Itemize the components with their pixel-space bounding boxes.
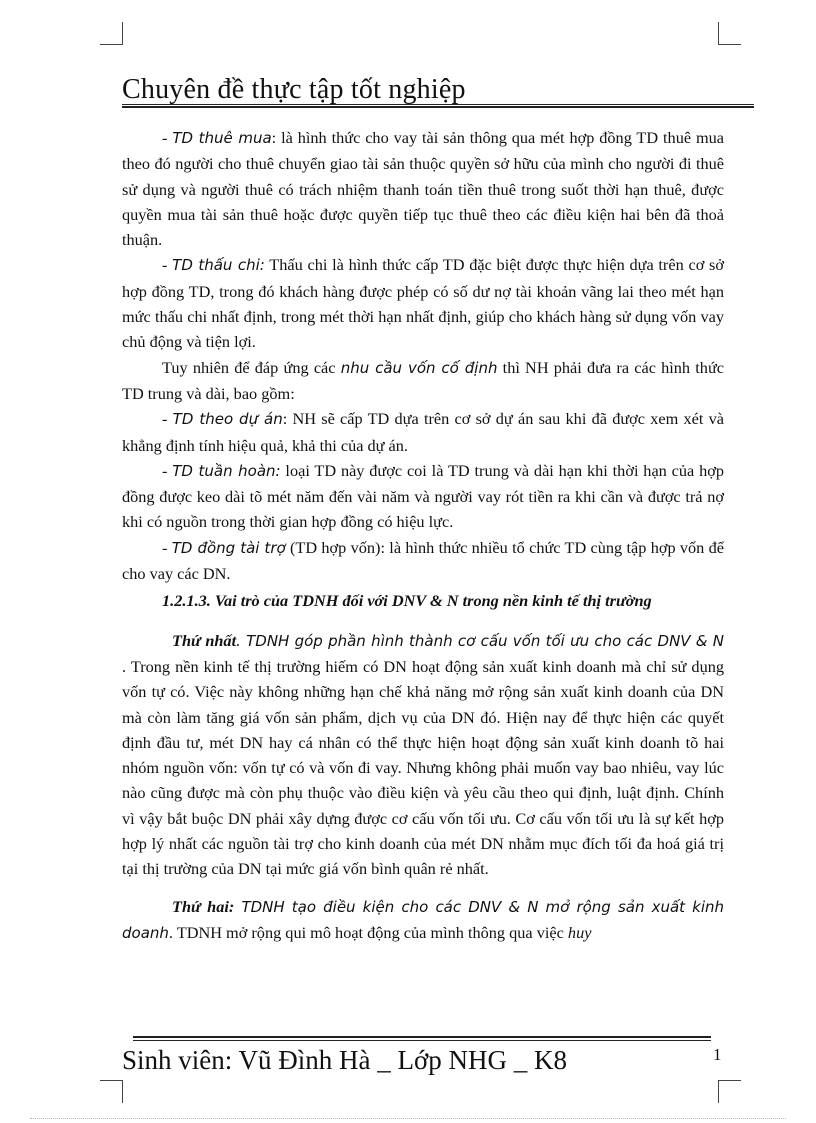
section-heading: 1.2.1.3. Vai trò của TDNH đối với DNV & N trong nền kinh tế thị trường	[162, 591, 652, 611]
crop-mark-top-left	[100, 22, 123, 45]
crop-mark-bottom-left	[100, 1080, 123, 1103]
term: TD thấu chi:	[172, 256, 265, 275]
page-bottom-dotted-line	[30, 1118, 786, 1119]
footer-student-info: Sinh viên: Vũ Đình Hà _ Lớp NHG _ K8	[122, 1045, 568, 1075]
term: TD thuê mua	[172, 129, 272, 147]
paragraph-td-tuan-hoan: - TD tuần hoàn: loại TD này được coi là TD trung và dài hạn khi thời hạn của hợp đồng được keo dài tõ mét năm đến vài năm và người vay rót tiền ra khi cần và được trả nợ khi có nguồn trong thời gian hợp đồng có hiệu lực.	[122, 460, 724, 532]
term: TD tuần hoàn:	[172, 461, 281, 480]
paragraph-td-dong-tai-tro: - TD đồng tài trợ (TD hợp vốn): là hình thức nhiều tổ chức TD cùng tập hợp vốn để cho vay các DN.	[122, 537, 724, 584]
term: TD đồng tài trợ	[171, 538, 286, 557]
header-title: Chuyên đề thực tập tốt nghiệp	[122, 74, 466, 105]
footer-rule	[133, 1036, 711, 1041]
paragraph-td-theo-du-an: - TD theo dự án: NH sẽ cấp TD dựa trên cơ sở dự án sau khi đã được xem xét và khẳng định tính hiệu quả, khả thi của dự án.	[122, 409, 724, 455]
paragraph-td-thue-mua: - TD thuê mua: là hình thức cho vay tài sản thông qua mét hợp đồng TD thuê mua theo đó người cho thuê chuyển giao tài sản thuộc quyền sở hữu của mình cho người đi thuê sử dụng và người thuê có trách nhiệm thanh toán tiền thuê trong suốt thời hạn thuê, được quyền mua tài sản thuê hoặc được quyền tiếp tục thuê theo các điều kiện hai bên đã thoả thuận.	[122, 128, 724, 250]
paragraph-td-thau-chi: - TD thấu chi: Thấu chi là hình thức cấp TD đặc biệt được thực hiện dựa trên cơ sở hợp đồng TD, trong đó khách hàng được phép có số dư nợ tài khoản vãng lai theo mét hạn mức thấu chi nhất định, trong mét thời hạn nhất định, giúp cho khách hàng sử dụng vốn vay chủ động và tiện lợi.	[122, 255, 724, 352]
crop-mark-bottom-right	[718, 1080, 741, 1103]
crop-mark-top-right	[718, 22, 741, 45]
paragraph-thu-hai: Thứ hai: TDNH tạo điều kiện cho các DNV & N mở rộng sản xuất kinh doanh. TDNH mở rộng qui mô hoạt động của mình thông qua việc huy	[122, 896, 725, 942]
term: . TDNH góp phần hình thành cơ cấu vốn tối ưu cho các DNV & N	[236, 631, 724, 650]
paragraph-intro-medium-long: Tuy nhiên để đáp ứng các nhu cầu vốn cố định thì NH phải đưa ra các hình thức TD trung và dài, bao gồm:	[122, 357, 724, 403]
paragraph-thu-nhat: Thứ nhất. TDNH góp phần hình thành cơ cấu vốn tối ưu cho các DNV & N . Trong nền kinh tế thị trường hiếm có DN hoạt động sản xuất kinh doanh mà chỉ sử dụng vốn tự có. Việc này không những hạn chế khả năng mở rộng sản xuất kinh doanh của DN mà còn làm tăng giá vốn sản phẩm, dịch vụ của DN đó. Hiện nay để thực hiện các quyết định đầu tư, mét DN hay cá nhân có thể thực hiện hoạt động sản xuất kinh doanh tõ hai nhóm nguồn vốn: vốn tự có và vốn đi vay. Nhưng không phải muốn vay bao nhiêu, vay lúc nào cũng được mà còn phụ thuộc vào điều kiện và yêu cầu theo qui định, luật định. Chính vì vậy bắt buộc DN phải xây dựng được cơ cấu vốn tối ưu. Cơ cấu vốn tối ưu là sự kết hợp hợp lý nhất các nguồn tài trợ cho kinh doanh của mét DN nhằm mục đích tối đa hoá giá trị tại thị trường của DN tại mức giá vốn bình quân rẻ nhất.	[122, 630, 724, 879]
term: TD theo dự án	[172, 410, 283, 429]
term: TDNH tạo điều kiện cho các DNV & N mở rộng sản xuất kinh doanh	[122, 897, 725, 942]
page-number: 1	[713, 1045, 722, 1064]
term: nhu cầu vốn cố định	[340, 358, 498, 377]
body-text	[122, 125, 724, 946]
header-rule	[122, 104, 754, 108]
